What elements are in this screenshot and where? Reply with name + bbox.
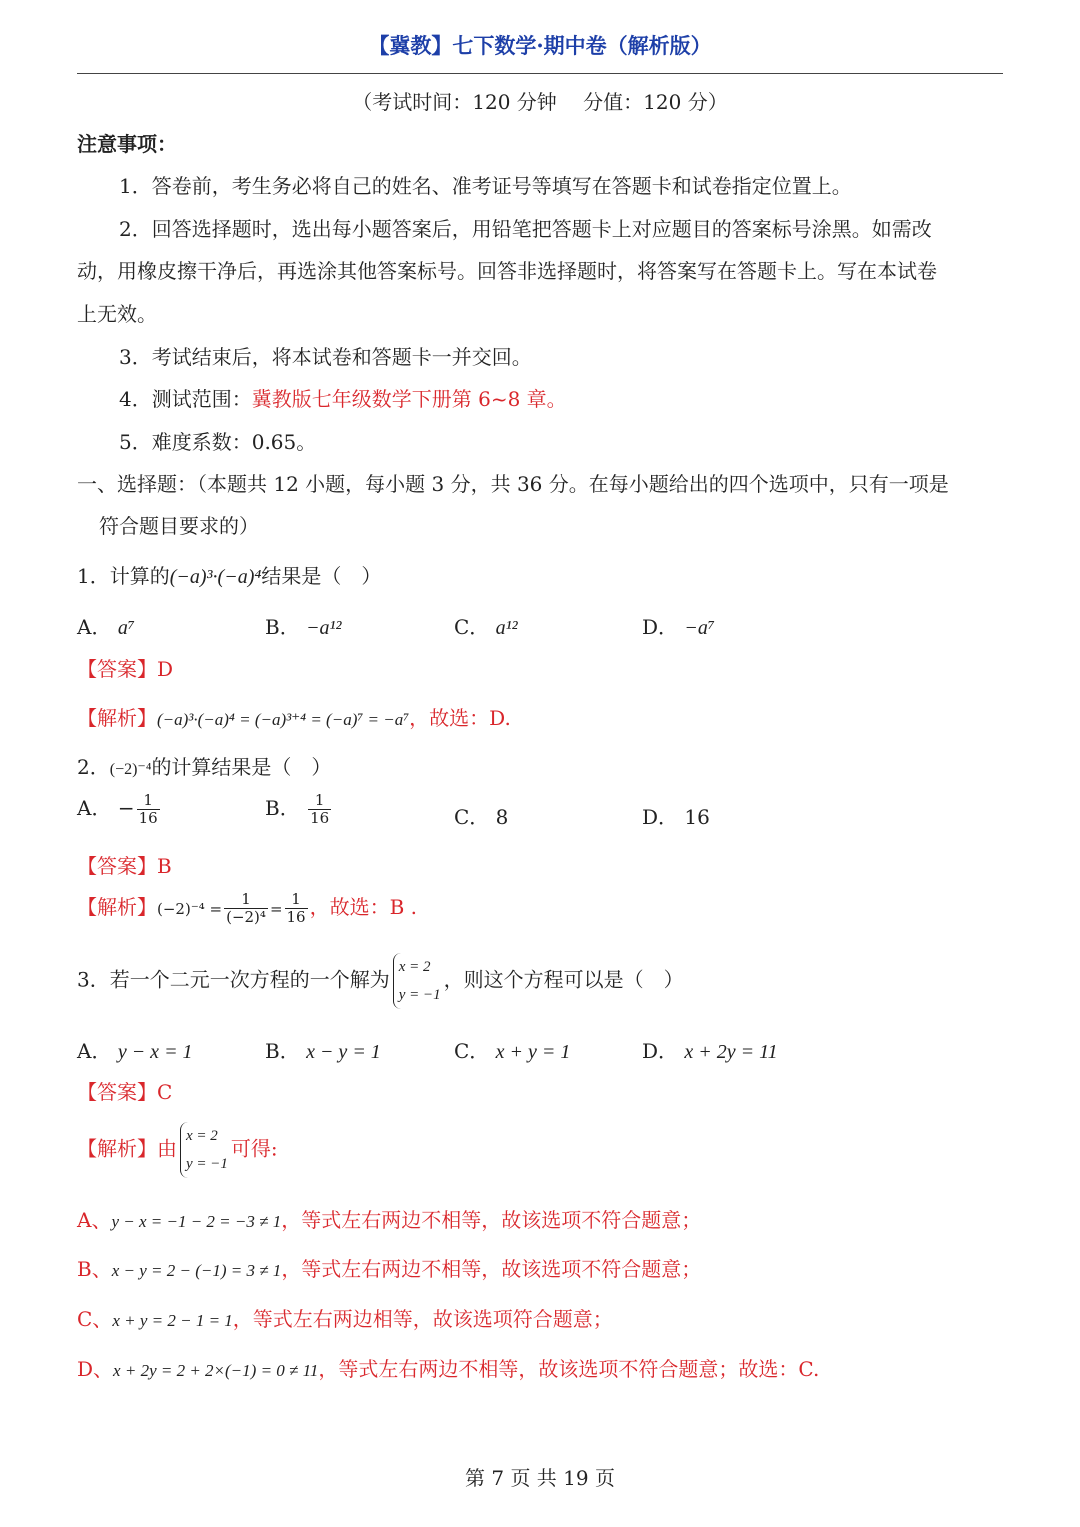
notice-item-2: 2．回答选择题时，选出每小题答案后，用铅笔把答题卡上对应题目的答案标号涂黑。如需改 — [119, 217, 932, 241]
q3-option-b: B． x − y = 1 — [265, 1039, 381, 1063]
q3-option-d: D． x + 2y = 11 — [642, 1039, 778, 1063]
q1-option-c: C． a¹² — [454, 615, 518, 639]
notice-item-4-prefix: 4．测试范围： — [119, 387, 252, 411]
q1-option-b: B． −a¹² — [265, 615, 342, 639]
q1-analysis: 【解析】(−a)³·(−a)⁴ = (−a)³⁺⁴ = (−a)⁷ = −a⁷，故选：D. — [77, 706, 511, 730]
q3-check-a: A、y − x = −1 − 2 = −3 ≠ 1，等式左右两边不相等，故该选项不符合题意； — [77, 1208, 702, 1232]
q1-option-a: A． a⁷ — [77, 615, 135, 639]
notice-heading: 注意事项： — [77, 132, 177, 156]
q3-check-d: D、x + 2y = 2 + 2×(−1) = 0 ≠ 11，等式左右两边不相等，故该选项不符合题意；故选：C. — [77, 1357, 820, 1381]
q1-expression: (−a)³·(−a)⁴ — [169, 566, 262, 588]
exam-time-score: （考试时间：120 分钟 分值：120 分） — [352, 90, 728, 114]
q2-option-a: A． − $\frac{1}{16}$ — [77, 791, 158, 827]
q2-option-c: C． 8 — [454, 805, 509, 829]
q2-option-b: B． $\frac{1}{16}$ — [265, 791, 330, 827]
section-title-line1: 一、选择题：（本题共 12 小题，每小题 3 分，共 36 分。在每小题给出的四个选项中，只有一项是 — [77, 472, 949, 496]
question-2: 2．(−2)⁻⁴的计算结果是（ ） — [77, 755, 332, 779]
q2-option-d: D． 16 — [642, 805, 710, 829]
q2-answer: 【答案】B — [77, 854, 172, 878]
q3-solution-system: x = 2 y = −1 — [393, 953, 441, 1009]
q1-tail: 结果是（ ） — [261, 564, 382, 588]
notice-item-1: 1．答卷前，考生务必将自己的姓名、准考证号等填写在答题卡和试卷指定位置上。 — [119, 174, 852, 198]
q2-analysis: 【解析】(−2)⁻⁴ = $\frac{1}{\text{(−2)⁴}}$ = $\frac{1}{16}$ ，故选：B . — [77, 890, 418, 926]
q1-answer: 【答案】D — [77, 657, 174, 681]
header-divider — [77, 73, 1003, 74]
notice-item-2-end: 上无效。 — [77, 302, 157, 326]
q2-expression: (−2)⁻⁴ — [109, 761, 152, 778]
notice-item-5: 5．难度系数：0.65。 — [119, 430, 317, 454]
notice-item-3: 3．考试结束后，将本试卷和答题卡一并交回。 — [119, 345, 532, 369]
page-number: 第 7 页 共 19 页 — [465, 1466, 615, 1490]
q1-option-d: D． −a⁷ — [642, 615, 715, 639]
q3-option-c: C． x + y = 1 — [454, 1039, 571, 1063]
q3-check-b: B、x − y = 2 − (−1) = 3 ≠ 1，等式左右两边不相等，故该选项不符合题意； — [77, 1257, 702, 1281]
page-header-title: 【冀教】七下数学·期中卷（解析版） — [368, 33, 712, 58]
notice-item-2-cont: 动，用橡皮擦干净后，再选涂其他答案标号。回答非选择题时，将答案写在答题卡上。写在本试卷 — [77, 259, 937, 283]
q3-analysis: 【解析】由 x = 2 y = −1 可得: — [77, 1122, 278, 1178]
question-1 — [77, 560, 381, 589]
q3-answer: 【答案】C — [77, 1080, 173, 1104]
notice-item-4 — [119, 383, 567, 412]
section-title-line2: 符合题目要求的） — [99, 514, 259, 538]
question-3: 3．若一个二元一次方程的一个解为 x = 2 y = −1 ，则这个方程可以是（ ） — [77, 953, 684, 1009]
q3-option-a: A． y − x = 1 — [77, 1039, 193, 1063]
test-range: 冀教版七年级数学下册第 6~8 章。 — [251, 387, 567, 411]
q1-number: 1．计算的 — [77, 564, 170, 588]
q3-check-c: C、x + y = 2 − 1 = 1，等式左右两边相等，故该选项符合题意； — [77, 1307, 613, 1331]
